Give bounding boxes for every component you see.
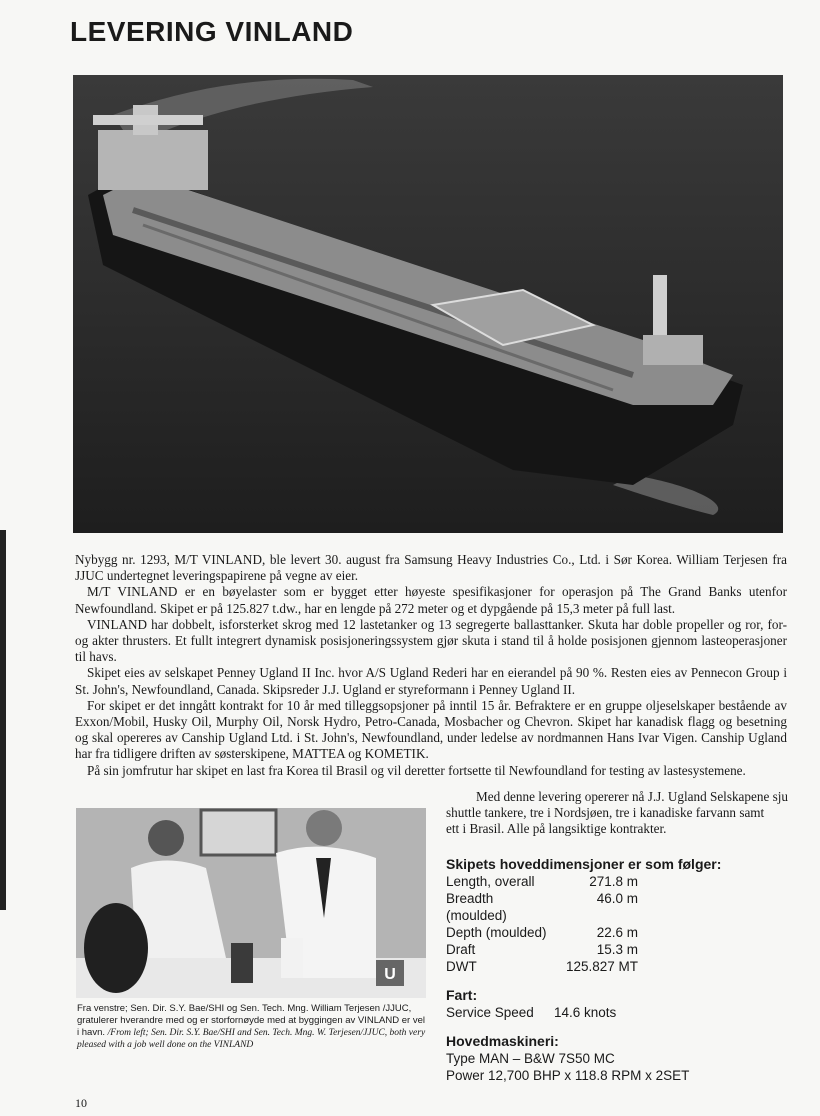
photo-caption [77, 1003, 427, 1051]
spec-row [446, 958, 796, 975]
spec-label: Breadth (moulded) [446, 891, 507, 923]
spec-value: 46.0 m [596, 891, 638, 906]
spec-label: DWT [446, 959, 477, 974]
article-paragraph: Skipet eies av selskapet Penney Ugland II Inc. hvor A/S Ugland Rederi har en eierandel på 90 %. Resten eies av Pennecon Group i St. John's, Newfoundland, Canada. Skipsreder J.J. Ugland er styreformann i Penney Ugland II. [75, 665, 787, 697]
article-tail [446, 789, 788, 838]
article-tail-line: ett i Brasil. Alle på langsiktige kontrakter. [446, 821, 667, 837]
caption-norwegian: Fra venstre; Sen. Dir. S.Y. Bae/SHI og Sen. Tech. Mng. William Terjesen /JJUC, gratulerer hverandre med og er storfornøyde med at byggingen av VINLAND er vel i havn. [77, 1003, 425, 1038]
engine-power: Power 12,700 BHP x 118.8 RPM x 2SET [446, 1068, 690, 1083]
spec-value: 15.3 m [596, 942, 638, 957]
spec-value: 271.8 m [589, 874, 638, 889]
spec-row [446, 924, 796, 941]
caption-english: /From left; Sen. Dir. S.Y. Bae/SHI and Sen. Tech. Mng. W. Terjesen/JJUC, both very pleased with a job well done on the VINLAND [77, 1028, 426, 1050]
spec-row [446, 941, 796, 958]
spec-row [446, 890, 796, 924]
ship-specs [446, 856, 796, 1084]
spec-value: 22.6 m [596, 925, 638, 940]
article-tail-line: Med denne levering opererer nå J.J. Ugland Selskapene sju [475, 789, 788, 804]
page-edge-shadow [0, 530, 6, 910]
specs-heading: Skipets hoveddimensjoner er som følger: [446, 856, 722, 872]
service-speed-value: 14.6 knots [554, 1005, 617, 1020]
article-body [75, 552, 787, 779]
engine-type: Type MAN – B&W 7S50 MC [446, 1051, 615, 1066]
tanker-ship-photo [73, 75, 783, 533]
engine-heading: Hovedmaskineri: [446, 1033, 559, 1049]
service-speed-row [446, 1004, 796, 1021]
article-paragraph: For skipet er det inngått kontrakt for 10 år med tilleggsopsjoner på inntil 15 år. Befraktere er en gruppe oljeselskaper bestående av Exxon/Mobil, Husky Oil, Murphy Oil, Norsk Hydro, Petro-Canada, Mosbacher og Chevron. Skipet har kanadisk flagg og besetning og skal opereres av Canship Ugland Ltd. i St. John's, Newfoundland, under ledelse av nordmannen Hans Ivar Vigen. Canship Ugland har fra tidligere driften av søsterskipene, MATTEA og KOMETIK. [75, 697, 787, 762]
service-speed-label: Service Speed [446, 1005, 534, 1020]
page-title: LEVERING VINLAND [70, 16, 354, 47]
spec-label: Draft [446, 942, 476, 957]
spec-row [446, 873, 796, 890]
spec-label: Depth (moulded) [446, 925, 547, 940]
article-paragraph: På sin jomfrutur har skipet en last fra Korea til Brasil og vil deretter fortsette til Newfoundland for testing av lastesystemene. [87, 762, 746, 778]
article-paragraph: M/T VINLAND er en bøyelaster som er bygget etter høyeste spesifikasjoner for operasjon på The Grand Banks utenfor Newfoundland. Skipet er på 125.827 t.dw., har en lengde på 272 meter og et dypgående på 15,3 meter på full last. [75, 584, 787, 616]
handshake-photo [76, 808, 426, 998]
page-number: 10 [75, 1096, 87, 1110]
ugland-badge: U [384, 966, 396, 983]
article-paragraph: Nybygg nr. 1293, M/T VINLAND, ble levert 30. august fra Samsung Heavy Industries Co., Ltd. i Sør Korea. William Terjesen fra JJUC undertegnet leveringspapirene på vegne av eier. [75, 552, 787, 584]
article-paragraph: VINLAND har dobbelt, isforsterket skrog med 12 lastetanker og 13 segregerte ballasttanker. Skuta har doble propeller og ror, for- og akter thrusters. Et fullt integrert dynamisk posisjoneringssystem gjør skuta i stand til å holde posisjonen gjennom lasteoperasjoner til havs. [75, 616, 787, 665]
spec-label: Length, overall [446, 874, 535, 889]
article-tail-line: shuttle tankere, tre i Nordsjøen, tre i kanadiske farvann samt [446, 805, 765, 821]
speed-heading: Fart: [446, 987, 478, 1003]
spec-value: 125.827 MT [565, 959, 638, 974]
